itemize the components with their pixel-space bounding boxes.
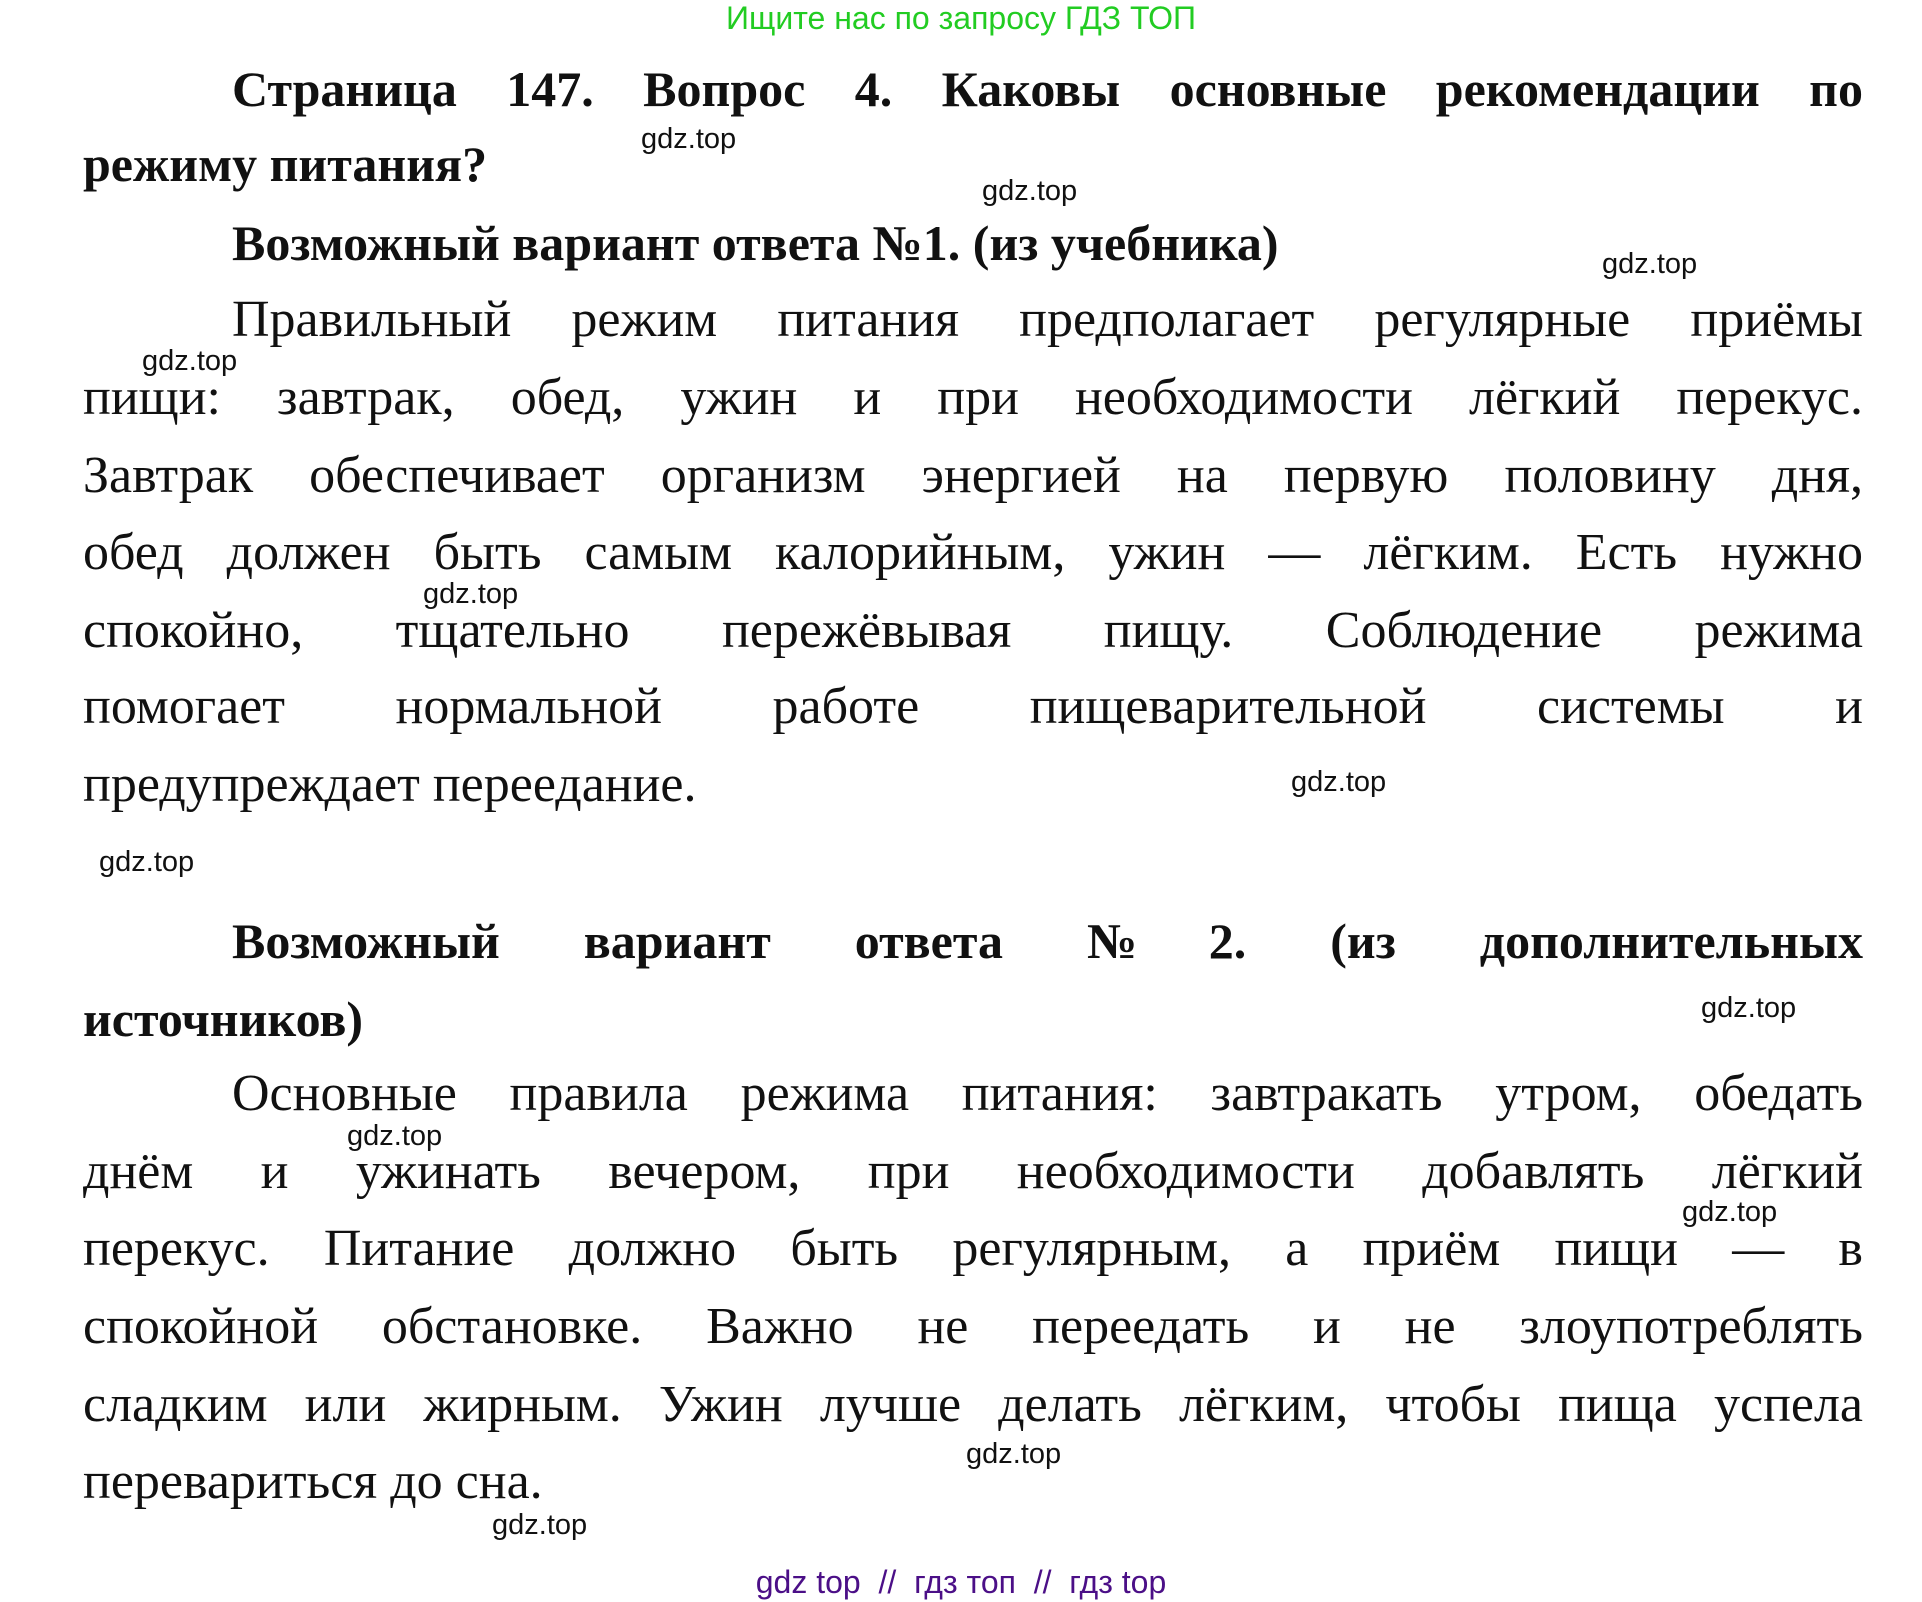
answer2-line: сладким или жирным. Ужин лучше делать лёгким, чтобы пища успела	[83, 1376, 1863, 1433]
answer1-line: Завтрак обеспечивает организм энергией на первую половину дня,	[83, 447, 1863, 504]
watermark: gdz.top	[966, 1438, 1062, 1470]
answer1-line: спокойно, тщательно пережёвывая пищу. Соблюдение режима	[83, 602, 1863, 659]
answer2-heading: Возможный вариант ответа №2. (из дополнительных	[232, 913, 1863, 969]
watermark: gdz.top	[982, 175, 1078, 207]
watermark: gdz.top	[1291, 766, 1387, 798]
watermark: gdz.top	[99, 846, 195, 878]
watermark: gdz.top	[1682, 1196, 1778, 1228]
answer1-line: помогает нормальной работе пищеварительной системы и	[83, 678, 1863, 735]
watermark: gdz.top	[142, 345, 238, 377]
watermark: gdz.top	[347, 1120, 443, 1152]
watermark: gdz.top	[492, 1509, 588, 1541]
answer2-line: спокойной обстановке. Важно не переедать и не злоупотреблять	[83, 1298, 1863, 1355]
answer1-line: Правильный режим питания предполагает регулярные приёмы	[232, 291, 1863, 348]
question-title: режиму питания?	[83, 136, 488, 192]
search-banner[interactable]: Ищите нас по запросу ГДЗ ТОП	[726, 0, 1196, 36]
watermark: gdz.top	[1602, 248, 1698, 280]
answer2-line: Основные правила режима питания: завтракать утром, обедать	[232, 1065, 1863, 1122]
watermark: gdz.top	[641, 123, 737, 155]
footer-links[interactable]: gdz top // гдз топ // гдз top	[755, 1564, 1167, 1600]
watermark: gdz.top	[423, 578, 519, 610]
answer1-line: предупреждает переедание.	[83, 756, 697, 813]
question-title: Страница 147. Вопрос 4. Каковы основные рекомендации по	[232, 61, 1863, 117]
answer2-line: днём и ужинать вечером, при необходимости добавлять лёгкий	[83, 1143, 1863, 1200]
answer1-heading: Возможный вариант ответа №1. (из учебника)	[232, 215, 1279, 271]
answer2-heading: источников)	[83, 991, 363, 1047]
answer2-line: перевариться до сна.	[83, 1453, 543, 1510]
answer1-line: обед должен быть самым калорийным, ужин — лёгким. Есть нужно	[83, 524, 1863, 581]
answer2-line: перекус. Питание должно быть регулярным, а приём пищи — в	[83, 1220, 1863, 1277]
answer1-line: пищи: завтрак, обед, ужин и при необходимости лёгкий перекус.	[83, 369, 1863, 426]
watermark: gdz.top	[1701, 992, 1797, 1024]
